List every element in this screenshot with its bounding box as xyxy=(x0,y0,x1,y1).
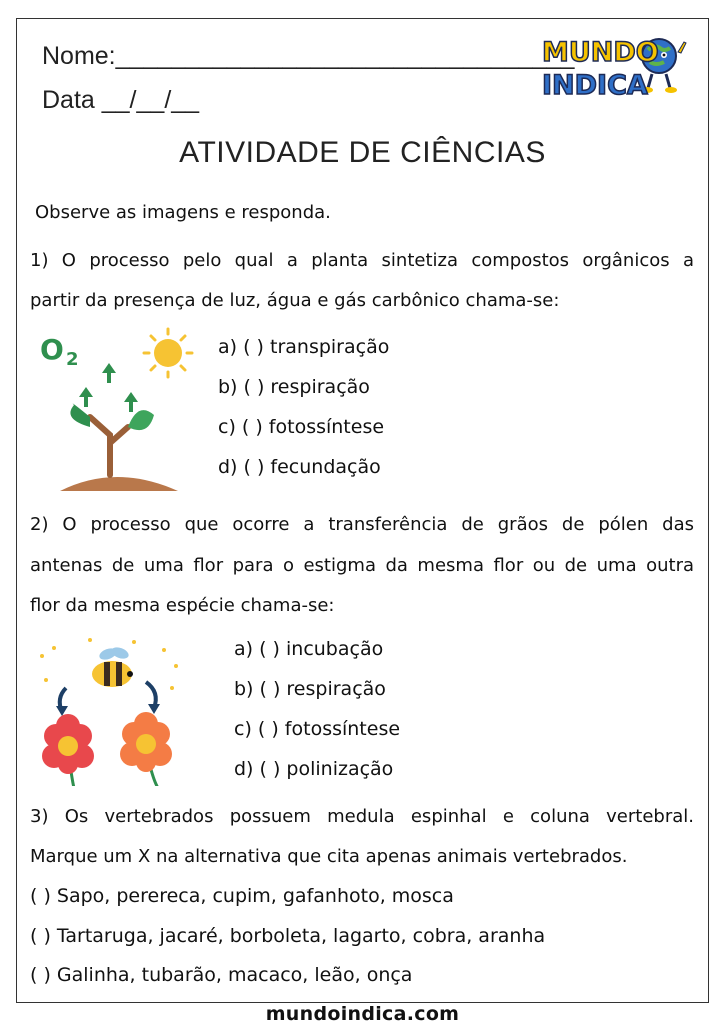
q2-option-c[interactable]: c) ( ) fotossíntese xyxy=(234,718,401,740)
q1-text-line1: 1) O processo pelo qual a planta sintetiza compostos orgânicos a xyxy=(30,250,694,271)
page-title: ATIVIDADE DE CIÊNCIAS xyxy=(179,136,546,169)
footer-site-url: mundoindica.com xyxy=(265,1003,460,1025)
q2-text-line1: 2) O processo que ocorre a transferência de grãos de pólen das xyxy=(30,514,694,535)
q3-option-3[interactable]: ( ) Galinha, tubarão, macaco, leão, onça xyxy=(30,964,413,986)
q2-option-a[interactable]: a) ( ) incubação xyxy=(234,638,384,660)
q3-text-line1: 3) Os vertebrados possuem medula espinhal e coluna vertebral. xyxy=(30,806,694,827)
q1-option-c[interactable]: c) ( ) fotossíntese xyxy=(218,416,385,438)
q1-text-line2: partir da presença de luz, água e gás carbônico chama-se: xyxy=(30,290,560,311)
q1-option-a[interactable]: a) ( ) transpiração xyxy=(218,336,390,358)
q2-option-b[interactable]: b) ( ) respiração xyxy=(234,678,386,700)
pollination-bee-flowers-icon xyxy=(34,636,184,786)
q1-option-b[interactable]: b) ( ) respiração xyxy=(218,376,370,398)
logo-text-bottom: INDICA xyxy=(542,70,648,100)
q3-text-line2: Marque um X na alternativa que cita apenas animais vertebrados. xyxy=(30,846,628,867)
q3-option-1[interactable]: ( ) Sapo, perereca, cupim, gafanhoto, mosca xyxy=(30,885,454,907)
q2-option-d[interactable]: d) ( ) polinização xyxy=(234,758,394,780)
name-field-label: Nome:_________________________________ xyxy=(42,42,575,70)
instruction-text: Observe as imagens e responda. xyxy=(35,202,331,223)
o2-label: O xyxy=(40,333,64,366)
q3-option-2[interactable]: ( ) Tartaruga, jacaré, borboleta, lagarto, cobra, aranha xyxy=(30,925,546,947)
q2-text-line2: antenas de uma flor para o estigma da mesma flor ou de uma outra xyxy=(30,555,694,576)
q1-option-d[interactable]: d) ( ) fecundação xyxy=(218,456,381,478)
mundo-indica-logo xyxy=(540,34,695,100)
q2-text-line3: flor da mesma espécie chama-se: xyxy=(30,595,335,616)
o2-subscript: 2 xyxy=(66,349,79,370)
photosynthesis-plant-icon xyxy=(38,325,198,495)
logo-text-top: MUNDO xyxy=(542,37,659,68)
date-field-label: Data __/__/__ xyxy=(42,86,200,114)
